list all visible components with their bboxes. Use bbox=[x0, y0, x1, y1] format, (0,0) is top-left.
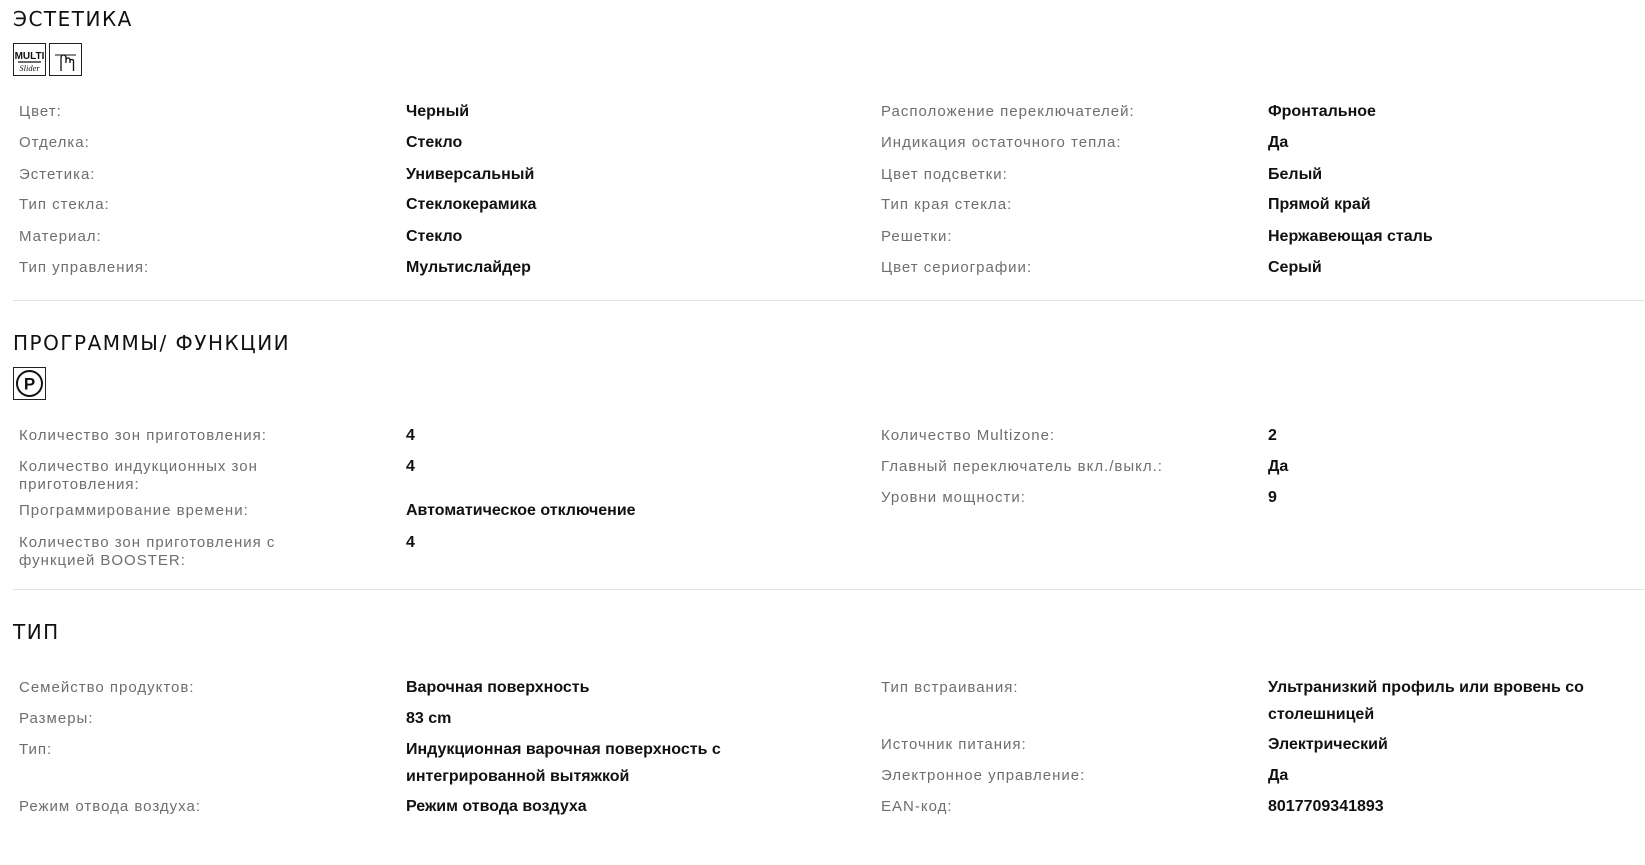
programs-section bbox=[13, 331, 1645, 621]
multi-slider-icon bbox=[13, 43, 46, 76]
spec-value: Да bbox=[1268, 134, 1289, 151]
p-circle-icon bbox=[13, 367, 46, 400]
spec-value: Индукционная варочная поверхность с интегрированной вытяжкой bbox=[406, 741, 721, 785]
spec-value: Прямой край bbox=[1268, 196, 1371, 213]
spec-label: Индикация остаточного тепла: bbox=[881, 134, 1122, 151]
spec-label: Тип встраивания: bbox=[881, 679, 1019, 696]
spec-value: Электрический bbox=[1268, 736, 1388, 753]
spec-value: Да bbox=[1268, 458, 1289, 475]
spec-value: Стекло bbox=[406, 134, 463, 151]
spec-value: 8017709341893 bbox=[1268, 798, 1384, 815]
section-title: ТИП bbox=[13, 620, 60, 644]
spec-label: Отделка: bbox=[19, 134, 90, 151]
spec-value: 9 bbox=[1268, 489, 1277, 506]
spec-value: Варочная поверхность bbox=[406, 679, 590, 696]
spec-label: Тип края стекла: bbox=[881, 196, 1013, 213]
spec-label: Цвет сериографии: bbox=[881, 259, 1033, 276]
spec-label: Расположение переключателей: bbox=[881, 103, 1135, 120]
spec-label: Программирование времени: bbox=[19, 502, 249, 519]
spec-value: 4 bbox=[406, 427, 415, 444]
section-divider bbox=[13, 300, 1645, 301]
spec-value: Да bbox=[1268, 767, 1289, 784]
multi-slider-icon-bottom-text: Slider bbox=[19, 63, 40, 73]
spec-label: Цвет подсветки: bbox=[881, 166, 1008, 183]
spec-label: Электронное управление: bbox=[881, 767, 1086, 784]
spec-value: 83 cm bbox=[406, 710, 452, 727]
spec-label: Размеры: bbox=[19, 710, 94, 727]
p-icon-letter: P bbox=[23, 374, 36, 394]
spec-value: Мультислайдер bbox=[406, 259, 531, 276]
spec-label: Количество зон приготовления с функцией BOOSTER: bbox=[19, 534, 276, 569]
spec-label: Решетки: bbox=[881, 228, 953, 245]
spec-value: Стеклокерамика bbox=[406, 196, 537, 213]
type-section bbox=[13, 620, 1645, 865]
spec-value: Фронтальное bbox=[1268, 103, 1376, 120]
spec-label: Уровни мощности: bbox=[881, 489, 1026, 506]
spec-label: Количество зон приготовления: bbox=[19, 427, 267, 444]
spec-label: EAN-код: bbox=[881, 798, 953, 815]
spec-label: Эстетика: bbox=[19, 166, 96, 183]
spec-value: Белый bbox=[1268, 166, 1323, 183]
spec-label: Количество Multizone: bbox=[881, 427, 1056, 444]
spec-label: Тип управления: bbox=[19, 259, 150, 276]
section-title: ПРОГРАММЫ/ ФУНКЦИИ bbox=[13, 331, 291, 355]
spec-label: Главный переключатель вкл./выкл.: bbox=[881, 458, 1163, 475]
feature-icons bbox=[13, 43, 82, 76]
spec-value: 4 bbox=[406, 458, 415, 475]
spec-value: Стекло bbox=[406, 228, 463, 245]
section-title: ЭСТЕТИКА bbox=[13, 7, 133, 31]
touch-finger-icon bbox=[49, 43, 82, 76]
spec-value: Черный bbox=[406, 103, 470, 120]
spec-value: 2 bbox=[1268, 427, 1277, 444]
aesthetics-section bbox=[13, 7, 1645, 307]
feature-icons bbox=[13, 367, 46, 400]
spec-value: Автоматическое отключение bbox=[406, 502, 636, 519]
spec-label: Цвет: bbox=[19, 103, 62, 120]
spec-label: Источник питания: bbox=[881, 736, 1027, 753]
multi-slider-icon-top-text: MULTI bbox=[14, 51, 45, 62]
section-divider bbox=[13, 589, 1645, 590]
spec-value: Серый bbox=[1268, 259, 1322, 276]
spec-value: Нержавеющая сталь bbox=[1268, 228, 1433, 245]
spec-label: Тип: bbox=[19, 741, 53, 758]
spec-label: Режим отвода воздуха: bbox=[19, 798, 201, 815]
spec-value: Универсальный bbox=[406, 166, 535, 183]
spec-label: Количество индукционных зон приготовления: bbox=[19, 458, 258, 493]
spec-value: Ультранизкий профиль или вровень со столешницей bbox=[1268, 679, 1584, 723]
spec-value: 4 bbox=[406, 534, 415, 551]
spec-label: Семейство продуктов: bbox=[19, 679, 195, 696]
spec-label: Тип стекла: bbox=[19, 196, 110, 213]
spec-value: Режим отвода воздуха bbox=[406, 798, 587, 815]
spec-label: Материал: bbox=[19, 228, 102, 245]
